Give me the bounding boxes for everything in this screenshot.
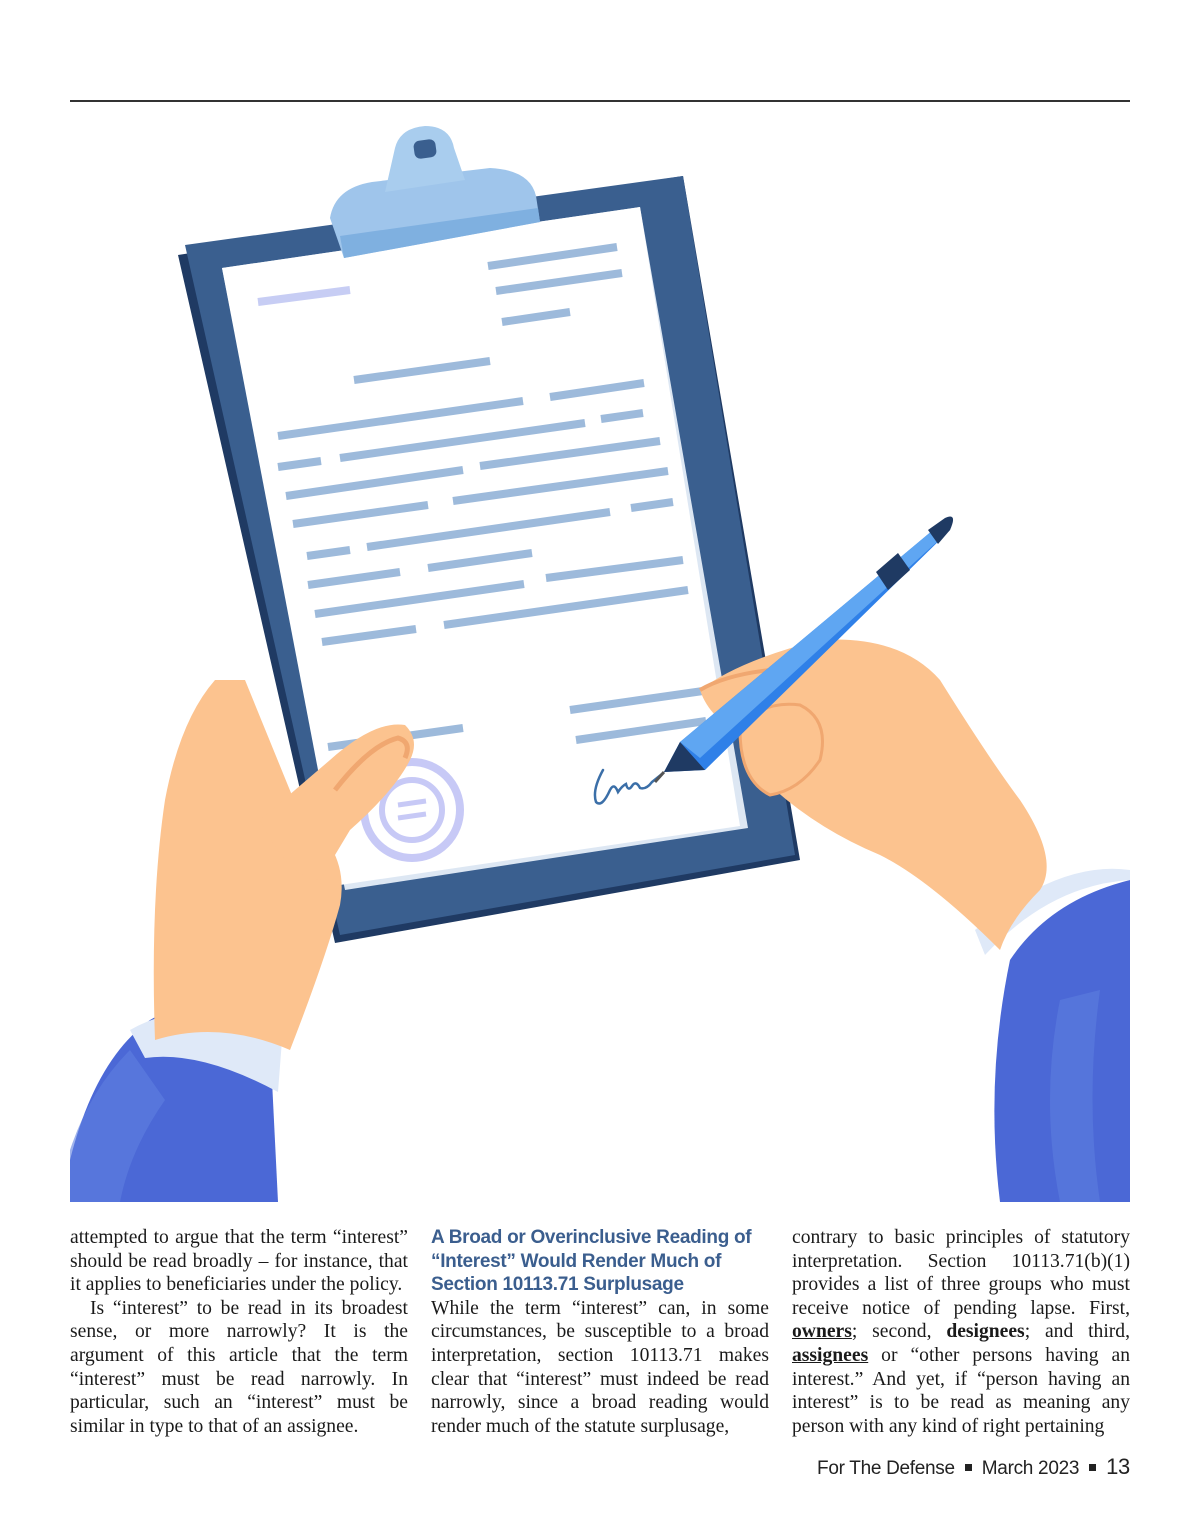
left-hand	[70, 680, 414, 1202]
emphasis-owners: owners	[792, 1321, 852, 1343]
paragraph	[792, 1226, 1130, 1438]
page-footer	[817, 1454, 1130, 1480]
text-run: or “other persons having an interest.” And yet, if “person having an interest” is to be read as meaning any person with any kind of right pertaining	[792, 1344, 1130, 1437]
emphasis-assignees: assignees	[792, 1344, 869, 1366]
top-rule	[70, 100, 1130, 102]
text-run: ; second,	[851, 1321, 947, 1343]
paragraph: attempted to argue that the term “interest” should be read broadly – for instance, that it applies to beneficiaries under the policy.	[70, 1227, 408, 1296]
text-run: ; and third,	[1024, 1321, 1130, 1343]
paragraph: While the term “interest” can, in some circumstances, be susceptible to a broad interpretation, section 10113.71 makes clear that “interest” must indeed be read narrowly, since a broad reading would render much of the statute surplusage,	[431, 1297, 769, 1437]
issue-date: March 2023	[981, 1458, 1080, 1479]
section-heading: A Broad or Overinclusive Reading of “Interest” Would Render Much of Section 10113.71 Surplusage	[431, 1227, 752, 1296]
column-3	[792, 1226, 1130, 1438]
emphasis-designees: designees	[946, 1321, 1025, 1343]
separator-bullet	[965, 1464, 972, 1471]
text-run: contrary to basic principles of statutory interpretation. Section 10113.71(b)(1) provides a list of three groups who must receive notice of pending lapse. First,	[792, 1227, 1130, 1319]
page-number: 13	[1106, 1454, 1130, 1479]
column-1	[70, 1226, 408, 1438]
right-hand	[700, 640, 1130, 1203]
clipboard-signing-illustration	[70, 110, 1130, 1202]
article-body	[70, 1226, 1130, 1441]
paragraph: Is “interest” to be read in its broadest sense, or more narrowly? It is the argument of this article that the term “interest” must be read narrowly. In particular, such an “interest” must be similar in type to that of an assignee.	[70, 1297, 408, 1437]
column-2	[431, 1226, 769, 1438]
separator-bullet	[1089, 1464, 1096, 1471]
publication-name: For The Defense	[817, 1458, 955, 1479]
